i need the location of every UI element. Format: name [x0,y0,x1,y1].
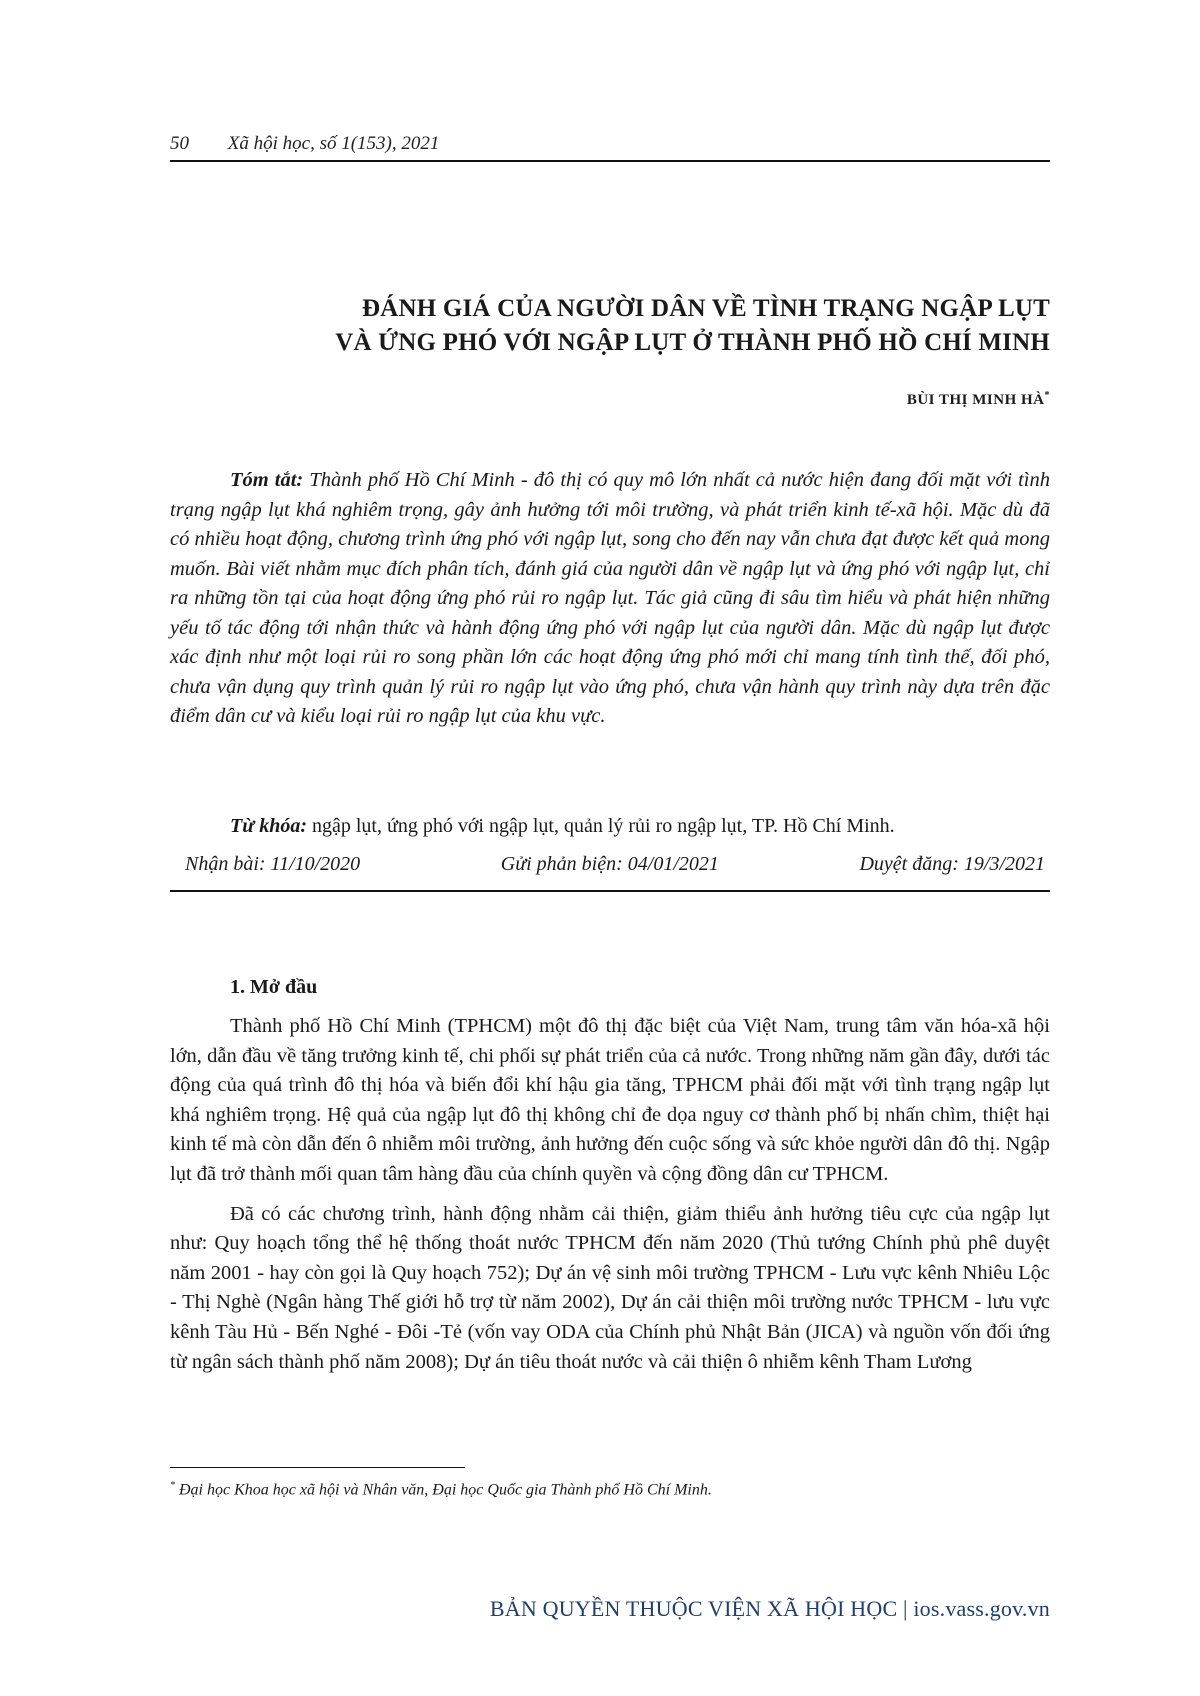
article-dates [185,853,1045,876]
author-footnote-mark: * [1044,390,1050,401]
article-title [170,292,1050,360]
header-rule [170,160,1050,162]
keywords-label: Từ khóa: [230,815,307,837]
copyright-notice: BẢN QUYỀN THUỘC VIỆN XÃ HỘI HỌC | ios.vass.gov.vn [489,1596,1050,1621]
keywords-text: ngập lụt, ứng phó với ngập lụt, quản lý rủi ro ngập lụt, TP. Hồ Chí Minh. [311,815,895,837]
section-heading: 1. Mở đầu [230,976,318,998]
keywords [170,812,1050,840]
title-line-1: ĐÁNH GIÁ CỦA NGƯỜI DÂN VỀ TÌNH TRẠNG NGẬP LỤT [361,295,1050,322]
author-name: BÙI THỊ MINH HÀ [906,392,1045,408]
date-accepted: Duyệt đăng: 19/3/2021 [859,853,1045,875]
abstract-label: Tóm tắt: [230,469,304,491]
footnote-rule [170,1467,465,1468]
journal-citation: Xã hội học, số 1(153), 2021 [227,133,440,154]
abstract-text: Thành phố Hồ Chí Minh - đô thị có quy mô lớn nhất cả nước hiện đang đối mặt với tình trạng ngập lụt khá nghiêm trọng, gây ảnh hưởng tới môi trường, và phát triển kinh tế-xã hội. Mặc dù đã có nhiều hoạt động, chương trình ứng phó với ngập lụt, song cho đến nay vẫn chưa đạt được kết quả mong muốn. Bài viết nhằm mục đích phân tích, đánh giá của người dân về ngập lụt và ứng phó với ngập lụt, chỉ ra những tồn tại của hoạt động ứng phó rủi ro ngập lụt. Tác giả cũng đi sâu tìm hiểu và phát hiện những yếu tố tác động tới nhận thức và hành động ứng phó với ngập lụt của người dân. Mặc dù ngập lụt được xác định như một loại rủi ro song phần lớn các hoạt động ứng phó mới chỉ mang tính tình thế, đối phó, chưa vận dụng quy trình quản lý rủi ro ngập lụt vào ứng phó, chưa vận hành quy trình này dựa trên đặc điểm dân cư và kiểu loại rủi ro ngập lụt của khu vực. [170,469,1050,727]
page-number: 50 [170,133,189,154]
footnote-text: Đại học Khoa học xã hội và Nhân văn, Đại học Quốc gia Thành phố Hồ Chí Minh. [179,1481,712,1499]
date-review: Gửi phản biện: 04/01/2021 [500,853,719,875]
abstract-rule [170,890,1050,892]
title-line-2: VÀ ỨNG PHÓ VỚI NGẬP LỤT Ở THÀNH PHỐ HỒ CHÍ MINH [335,329,1050,356]
abstract [170,466,1050,732]
footnote [170,1480,1050,1499]
footnote-mark: * [170,1480,175,1491]
running-header [170,133,1050,155]
paragraph: Thành phố Hồ Chí Minh (TPHCM) một đô thị đặc biệt của Việt Nam, trung tâm văn hóa-xã hội lớn, dẫn đầu về tăng trưởng kinh tế, chi phối sự phát triển của cả nước. Trong những năm gần đây, dưới tác động của quá trình đô thị hóa và biến đổi khí hậu gia tăng, TPHCM phải đối mặt với tình trạng ngập lụt khá nghiêm trọng. Hệ quả của ngập lụt đô thị không chỉ đe dọa nguy cơ thành phố bị nhấn chìm, thiệt hại kinh tế mà còn dẫn đến ô nhiễm môi trường, ảnh hưởng đến cuộc sống và sức khỏe người dân đô thị. Ngập lụt đã trở thành mối quan tâm hàng đầu của chính quyền và cộng đồng dân cư TPHCM. [170,1015,1050,1185]
paragraph: Đã có các chương trình, hành động nhằm cải thiện, giảm thiểu ảnh hưởng tiêu cực của ngập lụt như: Quy hoạch tổng thể hệ thống thoát nước TPHCM đến năm 2020 (Thủ tướng Chính phủ phê duyệt năm 2001 - hay còn gọi là Quy hoạch 752); Dự án vệ sinh môi trường TPHCM - Lưu vực kênh Nhiêu Lộc - Thị Nghè (Ngân hàng Thế giới hỗ trợ từ năm 2002), Dự án cải thiện môi trường nước TPHCM - lưu vực kênh Tàu Hủ - Bến Nghé - Đôi -Tẻ (vốn vay ODA của Chính phủ Nhật Bản (JICA) và nguồn vốn đối ứng từ ngân sách thành phố năm 2008); Dự án tiêu thoát nước và cải thiện ô nhiễm kênh Tham Lương [170,1202,1050,1373]
body-text [170,1012,1050,1387]
date-received: Nhận bài: 11/10/2020 [185,853,361,875]
author [170,390,1050,409]
